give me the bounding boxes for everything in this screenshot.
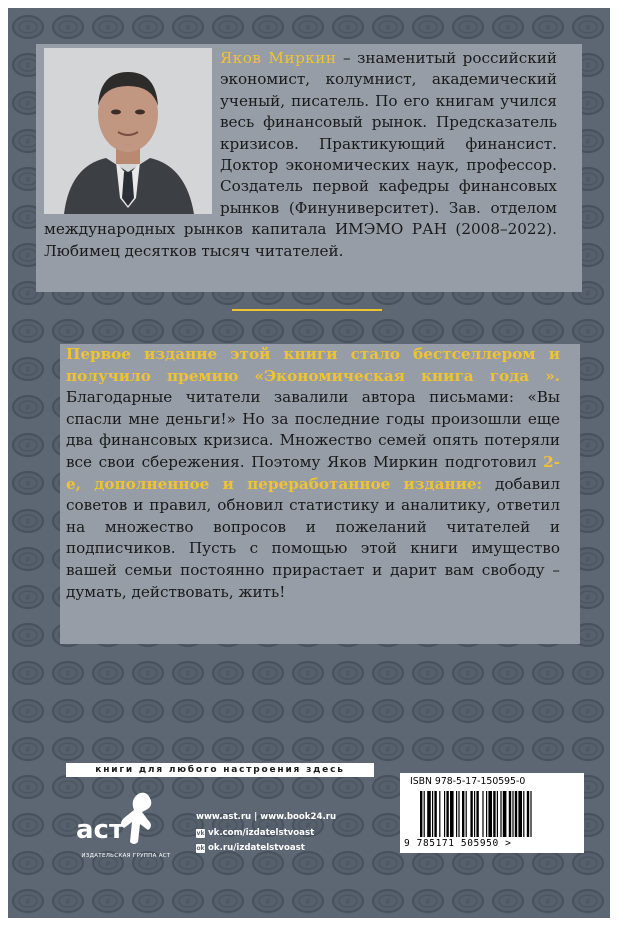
publisher-label: ИЗДАТЕЛЬСКАЯ ГРУППА АСТ	[81, 853, 171, 859]
blurb-highlight: Первое издание этой книги стало бестселлером и получило премию «Экономическая книга года ».	[66, 345, 560, 385]
barcode-bar	[476, 791, 478, 837]
barcode-bar	[434, 791, 436, 837]
author-name: Яков Миркин	[220, 49, 337, 67]
book-blurb	[66, 344, 560, 603]
barcode	[420, 791, 568, 837]
ok-link-text: ok.ru/izdatelstvoast	[208, 843, 305, 853]
barcode-bar	[446, 791, 448, 837]
barcode-bar	[458, 791, 459, 837]
barcode-bar	[515, 791, 517, 837]
barcode-bar	[466, 791, 467, 837]
author-bio	[44, 48, 557, 262]
barcode-bar	[503, 791, 507, 837]
barcode-bar	[450, 791, 454, 837]
barcode-bar	[518, 791, 522, 837]
barcode-bar	[488, 791, 492, 837]
photo-float-spacer	[44, 48, 212, 214]
barcode-bar	[424, 791, 425, 837]
ast-logo-text: аст	[76, 815, 125, 845]
barcode-bar	[474, 791, 475, 837]
barcode-digits: 9 785171 505950 >	[404, 838, 512, 849]
ok-icon: ok	[196, 844, 205, 852]
publisher-sites[interactable]: www.ast.ru | www.book24.ru	[196, 812, 337, 822]
vk-link[interactable]	[196, 828, 314, 838]
vk-icon: vk	[196, 829, 205, 837]
barcode-bar	[439, 791, 440, 837]
barcode-bar	[427, 791, 431, 837]
barcode-bar	[512, 791, 513, 837]
ast-logo	[72, 790, 172, 848]
barcode-bar	[444, 791, 445, 837]
barcode-bar	[493, 791, 495, 837]
barcode-bar	[497, 791, 498, 837]
barcode-bar	[470, 791, 472, 837]
barcode-bar	[482, 791, 483, 837]
barcode-bar	[432, 791, 433, 837]
blurb-text-2: добавил советов и правил, обновил статистику и аналитику, ответил на множество вопросов и пожеланий читателей и подписчиков. Пусть с помощью этой книги имущество вашей семьи постоянно прирастает и дарит вам свободу – думать, действовать, жить!	[66, 474, 560, 601]
barcode-bar	[456, 791, 457, 837]
blurb-highlight-2: 2-е, дополненное и переработанное издание:	[66, 452, 561, 493]
barcode-bar	[530, 791, 531, 837]
ok-link[interactable]	[196, 843, 305, 853]
barcode-bar	[420, 791, 422, 837]
barcode-bar	[462, 791, 464, 837]
barcode-bar	[500, 791, 501, 837]
isbn-label: ISBN 978-5-17-150595-0	[410, 776, 526, 787]
author-bio-text: – знаменитый российский экономист, колумнист, академический ученый, писатель. По его книгам учился весь финансовый рынок. Предсказатель кризисов. Практикующий финансист. Доктор экономических наук, профессор. Создатель первой кафедры финансовых рынков (Финуниверситет). Зав. отделом международных рынков капитала ИМЭМО РАН (2008–2022). Любимец десятков тысяч читателей.	[44, 49, 558, 260]
blurb-text-1: Благодарные читатели завалили автора письмами: «Вы спасли мне деньги!» Но за последние годы произошли еще два финансовых кризиса. Множество семей опять потеряли все свои сбережения. Поэтому Яков Миркин подготовил	[66, 388, 560, 471]
barcode-bar	[527, 791, 529, 837]
gold-divider	[232, 309, 382, 311]
barcode-bar	[509, 791, 511, 837]
barcode-bar	[523, 791, 524, 837]
tagline: книги для любого настроения здесь	[66, 763, 374, 777]
vk-link-text: vk.com/izdatelstvoast	[208, 828, 315, 838]
barcode-bar	[486, 791, 487, 837]
